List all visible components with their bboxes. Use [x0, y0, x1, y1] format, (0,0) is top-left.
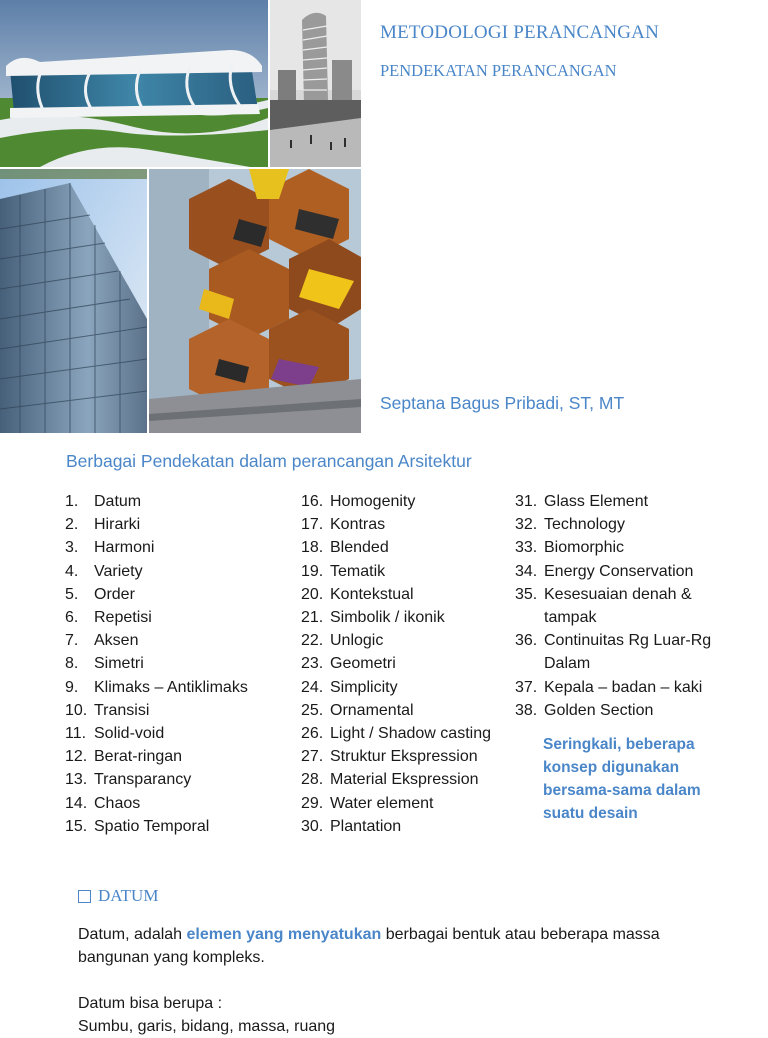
list-item: 36. Continuitas Rg Luar-Rg Dalam — [515, 632, 712, 673]
approach-list-column-2 — [301, 490, 511, 838]
list-item: 27. Struktur Ekspression — [301, 748, 478, 766]
list-item: 24. Simplicity — [301, 678, 398, 696]
list-item: 15. Spatio Temporal — [65, 817, 210, 835]
datum-forms-list: Sumbu, garis, bidang, massa, ruang — [78, 1018, 336, 1035]
list-item: 3. Harmoni — [65, 539, 155, 557]
highlight-term: elemen yang menyatukan — [186, 926, 382, 943]
photo-glass-pavilion — [0, 0, 268, 167]
list-item: 11. Solid-void — [65, 725, 165, 743]
photo-hexagon-facade — [149, 169, 361, 433]
list-item: 9. Klimaks – Antiklimaks — [65, 678, 248, 696]
datum-forms-intro: Datum bisa berupa : — [78, 995, 223, 1012]
list-item: 10. Transisi — [65, 701, 150, 719]
list-item: 28. Material Ekspression — [301, 771, 479, 789]
list-item: 33. Biomorphic — [515, 539, 625, 557]
concept-note: Seringkali, beberapa konsep digunakan bersama-sama dalam suatu desain — [543, 736, 701, 822]
list-item: 6. Repetisi — [65, 609, 152, 627]
photo-twisted-tower — [270, 0, 361, 167]
list-item: 18. Blended — [301, 539, 389, 557]
section-heading: Berbagai Pendekatan dalam perancangan Arsitektur — [66, 451, 472, 471]
list-item: 7. Aksen — [65, 632, 139, 650]
list-item: 26. Light / Shadow casting — [301, 725, 491, 743]
list-item: 35. Kesesuaian denah & tampak — [515, 585, 692, 627]
datum-definition: Datum, adalah elemen yang menyatukan berbagai bentuk atau beberapa massa bangunan yang kompleks. — [78, 926, 660, 967]
list-item: 21. Simbolik / ikonik — [301, 609, 445, 627]
list-item: 17. Kontras — [301, 516, 386, 534]
list-item: 22. Unlogic — [301, 632, 384, 650]
list-item: 8. Simetri — [65, 655, 144, 673]
list-item: 20. Kontekstual — [301, 585, 414, 603]
list-item: 5. Order — [65, 585, 135, 603]
photo-glass-skyscraper — [0, 169, 147, 433]
author-name: Septana Bagus Pribadi, ST, MT — [380, 393, 625, 413]
page-subtitle: PENDEKATAN PERANCANGAN — [380, 61, 617, 80]
page-title: METODOLOGI PERANCANGAN — [380, 22, 660, 43]
list-item: 32. Technology — [515, 516, 625, 534]
list-item: 2. Hirarki — [65, 516, 141, 534]
list-item: 31. Glass Element — [515, 493, 649, 510]
list-item: 14. Chaos — [65, 794, 141, 812]
list-item: 34. Energy Conservation — [515, 562, 694, 580]
list-item: 4. Variety — [65, 562, 143, 580]
list-item: 12. Berat-ringan — [65, 748, 183, 766]
list-item: 23. Geometri — [301, 655, 396, 673]
list-item: 37. Kepala – badan – kaki — [515, 678, 703, 696]
square-bullet-icon — [78, 890, 91, 903]
list-item: 19. Tematik — [301, 562, 386, 580]
list-item: 13. Transparancy — [65, 771, 192, 789]
list-item: 30. Plantation — [301, 817, 402, 835]
list-item: 25. Ornamental — [301, 701, 414, 719]
list-item: 29. Water element — [301, 794, 434, 812]
list-item: 1. Datum — [65, 493, 142, 510]
datum-heading-label: DATUM — [98, 886, 159, 905]
list-item: 16. Homogenity — [301, 493, 416, 510]
datum-heading — [78, 886, 158, 906]
approach-list-column-1 — [65, 490, 295, 838]
approach-list-column-3 — [515, 490, 740, 722]
list-item: 38. Golden Section — [515, 701, 654, 719]
